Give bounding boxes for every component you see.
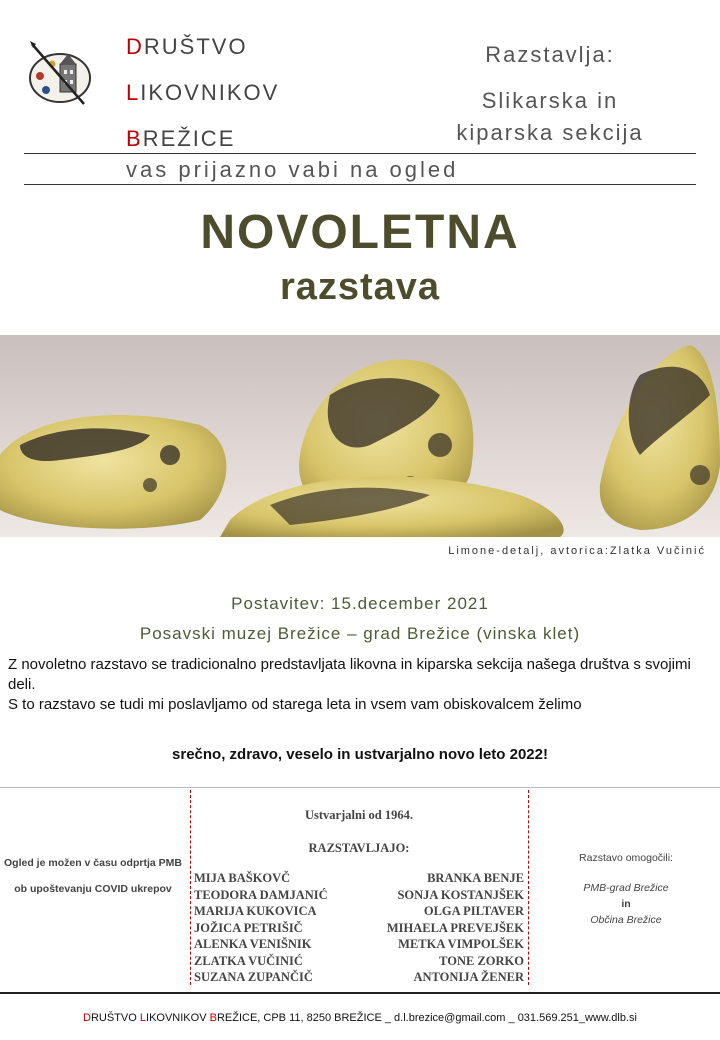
exhibitor-line1: Slikarska in	[481, 88, 619, 113]
bottom-section-rule	[0, 787, 720, 788]
body-text	[8, 655, 714, 715]
association-name-line1: DRUŠTVO	[126, 34, 248, 59]
exhibitor-label: Razstavlja:	[485, 42, 615, 67]
body-paragraph-2: S to razstavo se tudi mi poslavljamo od starega leta in vsem vam obiskovalcem želimo	[8, 696, 582, 713]
exhibitor-name: METKA VIMPOLŠEK	[398, 937, 524, 951]
exhibitor-names-left	[194, 870, 328, 986]
body-paragraph-1: Z novoletno razstavo se tradicionalno predstavljata likovna in kiparska sekcija našega društva s svojimi deli.	[8, 656, 691, 693]
exhibitor-name: JOŽICA PETRIŠIČ	[194, 920, 303, 935]
column-divider-left	[190, 790, 191, 985]
header-rule-bottom	[24, 184, 696, 185]
visiting-hours-note: Ogled je možen v času odprtja PMB	[4, 857, 182, 869]
exhibitor-names-right	[387, 870, 524, 986]
footer-contact: DRUŠTVO LIKOVNIKOV BREŽICE, CPB 11, 8250 BREŽICE _ d.l.brezice@gmail.com _ 031.569.251_www.dlb.si	[83, 1012, 637, 1024]
association-name-line3: BREŽICE	[126, 126, 236, 151]
exhibitor-name: MARIJA KUKOVICA	[194, 904, 317, 918]
exhibitor-name: TEODORA DAMJANIĆ	[194, 887, 328, 902]
visiting-note	[4, 855, 182, 897]
palette-logo-icon	[24, 38, 96, 114]
invitation-text: vas prijazno vabi na ogled	[126, 157, 459, 182]
contact-details: CPB 11, 8250 BREŽICE _ d.l.brezice@gmail.com _ 031.569.251_www.dlb.si	[260, 1012, 637, 1024]
exhibitor-name: MIHAELA PREVEJŠEK	[386, 920, 524, 935]
exhibitor-name: OLGA PILTAVER	[423, 904, 524, 918]
exhibitor-name: SUZANA ZUPANČIČ	[194, 970, 313, 984]
exhibitors-label: RAZSTAVLJAJO:	[308, 841, 410, 855]
exhibitor-line2: kiparska sekcija	[456, 120, 644, 145]
sponsors-panel	[536, 850, 716, 928]
association-name-line2: LIKOVNIKOV	[126, 80, 280, 105]
footer-rule	[0, 992, 720, 994]
exhibitor-name: TONE ZORKO	[439, 953, 524, 968]
photo-caption: Limone-detalj, avtorica:Zlatka Vučinić	[448, 545, 706, 557]
event-date: Postavitev: 15.december 2021	[231, 594, 489, 613]
sponsor-obcina: Občina Brežice	[590, 914, 662, 926]
exhibitors-panel	[194, 808, 524, 986]
exhibition-subtitle: razstava	[279, 266, 441, 308]
exhibitor-name: BRANKA BENJE	[427, 871, 524, 885]
exhibitor-name: ZLATKA VUČINIĆ	[194, 953, 303, 968]
covid-note: ob upoštevanju COVID ukrepov	[14, 883, 172, 895]
exhibitor-name: ANTONIJA ŽENER	[413, 970, 524, 984]
exhibitor-name: ALENKA VENIŠNIK	[194, 937, 312, 951]
sponsors-and: in	[621, 898, 631, 910]
sponsor-pmb: PMB-grad Brežice	[583, 882, 669, 894]
exhibitor-name: SONJA KOSTANJŠEK	[397, 887, 524, 902]
lemon-sculptures-photo	[0, 335, 720, 537]
exhibitor-names	[194, 870, 524, 986]
exhibitor-name: MIJA BAŠKOVČ	[194, 871, 291, 885]
event-location: Posavski muzej Brežice – grad Brežice (vinska klet)	[139, 624, 581, 643]
header-rule-top	[24, 153, 696, 154]
since-text: Ustvarjalni od 1964.	[305, 808, 413, 822]
new-year-greeting: srečno, zdravo, veselo in ustvarjalno novo leto 2022!	[172, 746, 548, 763]
column-divider-right	[528, 790, 529, 985]
sponsors-label: Razstavo omogočili:	[579, 852, 673, 864]
exhibition-title: NOVOLETNA	[200, 206, 520, 259]
